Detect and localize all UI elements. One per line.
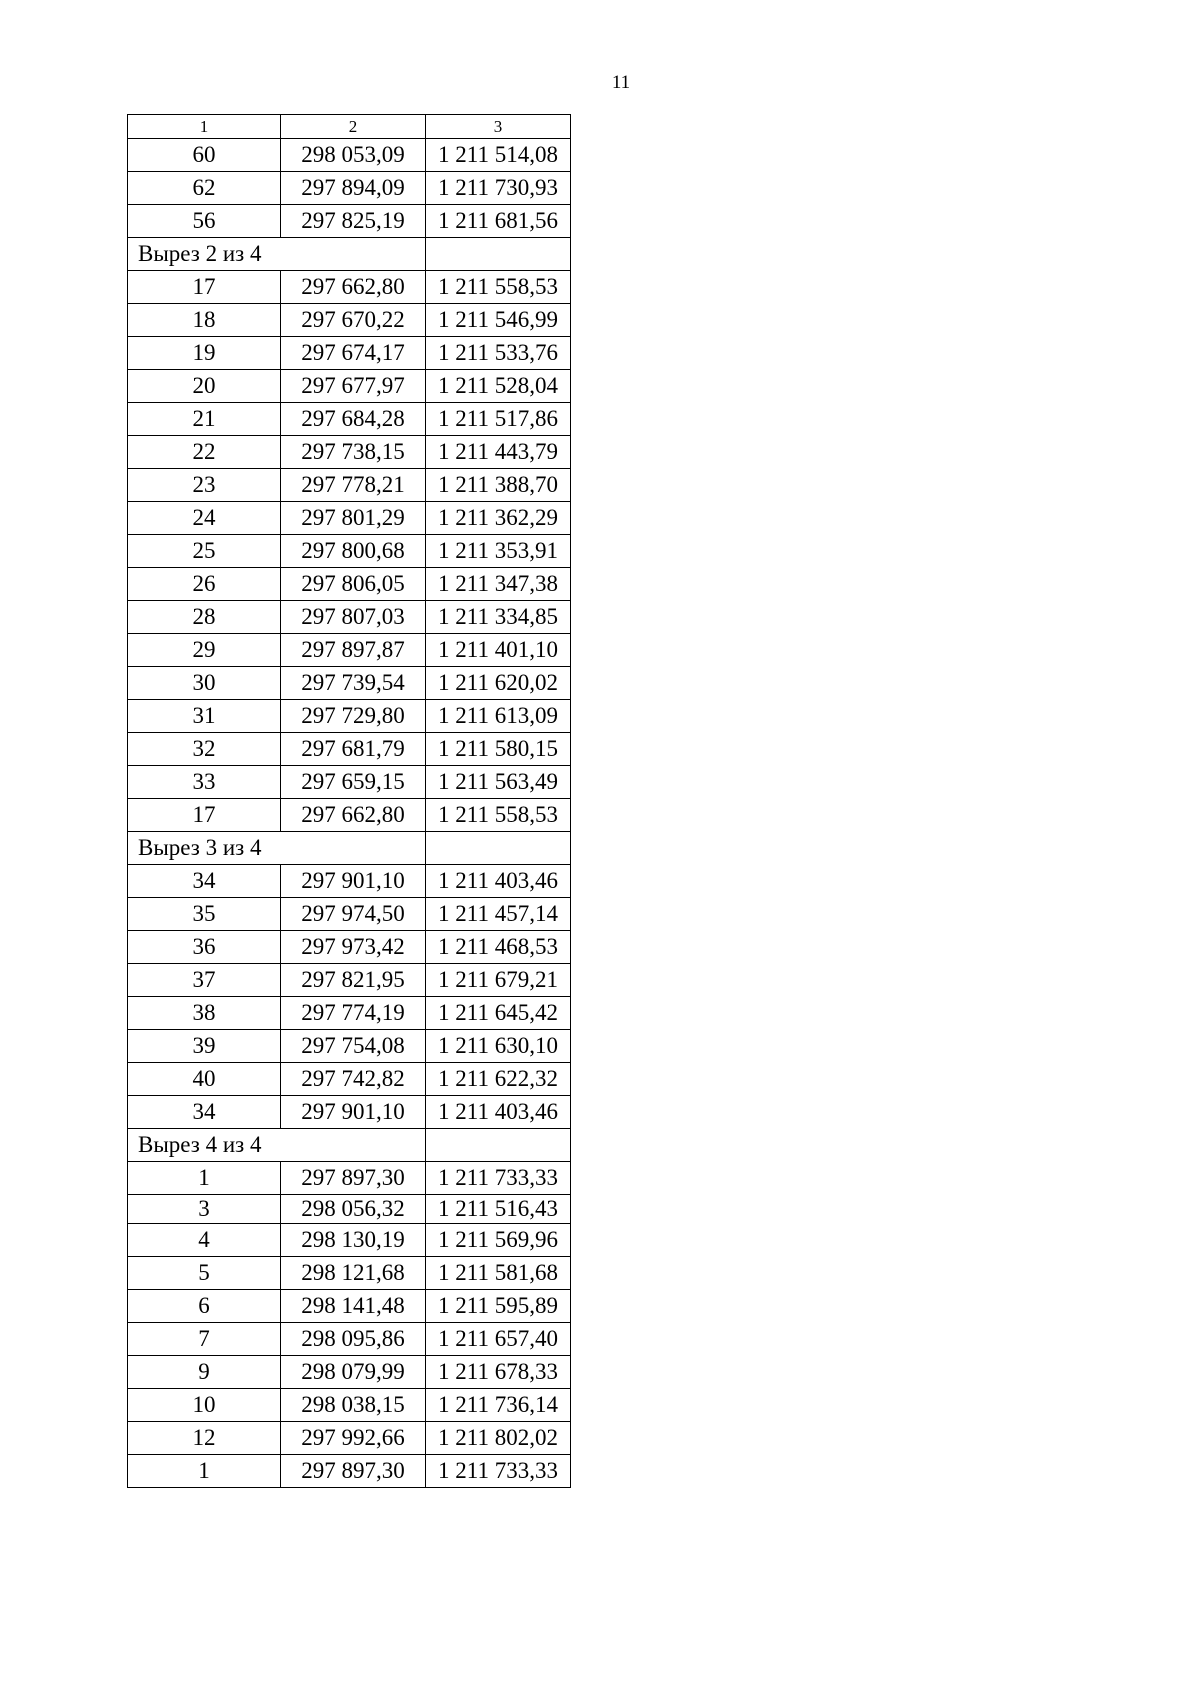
cell-y: 1 211 733,33 <box>426 1455 571 1488</box>
cell-point: 22 <box>128 436 281 469</box>
cell-point: 34 <box>128 865 281 898</box>
cell-point: 30 <box>128 667 281 700</box>
cell-x: 297 662,80 <box>281 271 426 304</box>
cell-x: 297 897,30 <box>281 1455 426 1488</box>
cell-y: 1 211 528,04 <box>426 370 571 403</box>
cell-point: 6 <box>128 1290 281 1323</box>
cell-x: 297 754,08 <box>281 1030 426 1063</box>
cell-y: 1 211 563,49 <box>426 766 571 799</box>
table-row <box>128 997 571 1030</box>
cell-x: 297 974,50 <box>281 898 426 931</box>
cell-x: 297 739,54 <box>281 667 426 700</box>
table-row <box>128 172 571 205</box>
cell-y: 1 211 802,02 <box>426 1422 571 1455</box>
cell-x: 298 079,99 <box>281 1356 426 1389</box>
table-row <box>128 700 571 733</box>
table-row <box>128 304 571 337</box>
table-row <box>128 1290 571 1323</box>
section-row <box>128 1129 571 1162</box>
cell-point: 28 <box>128 601 281 634</box>
table-row <box>128 799 571 832</box>
cell-y: 1 211 388,70 <box>426 469 571 502</box>
cell-point: 10 <box>128 1389 281 1422</box>
cell-point: 38 <box>128 997 281 1030</box>
cell-point: 17 <box>128 271 281 304</box>
section-empty-cell <box>426 1129 571 1162</box>
table-row <box>128 568 571 601</box>
cell-point: 26 <box>128 568 281 601</box>
cell-point: 32 <box>128 733 281 766</box>
cell-y: 1 211 622,32 <box>426 1063 571 1096</box>
cell-point: 4 <box>128 1224 281 1257</box>
cell-x: 298 053,09 <box>281 139 426 172</box>
cell-point: 29 <box>128 634 281 667</box>
cell-y: 1 211 681,56 <box>426 205 571 238</box>
cell-point: 25 <box>128 535 281 568</box>
cell-point: 19 <box>128 337 281 370</box>
cell-x: 297 681,79 <box>281 733 426 766</box>
table-row <box>128 1323 571 1356</box>
section-empty-cell <box>426 832 571 865</box>
table-row <box>128 931 571 964</box>
cell-y: 1 211 468,53 <box>426 931 571 964</box>
cell-x: 297 973,42 <box>281 931 426 964</box>
cell-point: 3 <box>128 1195 281 1224</box>
cell-y: 1 211 678,33 <box>426 1356 571 1389</box>
table-row <box>128 1257 571 1290</box>
cell-y: 1 211 558,53 <box>426 271 571 304</box>
cell-x: 298 095,86 <box>281 1323 426 1356</box>
cell-y: 1 211 401,10 <box>426 634 571 667</box>
cell-y: 1 211 730,93 <box>426 172 571 205</box>
cell-y: 1 211 546,99 <box>426 304 571 337</box>
table-row <box>128 634 571 667</box>
cell-point: 36 <box>128 931 281 964</box>
table-row <box>128 1422 571 1455</box>
table-row <box>128 469 571 502</box>
cell-y: 1 211 334,85 <box>426 601 571 634</box>
cell-x: 297 659,15 <box>281 766 426 799</box>
cell-point: 21 <box>128 403 281 436</box>
cell-x: 297 806,05 <box>281 568 426 601</box>
table-row <box>128 535 571 568</box>
section-empty-cell <box>426 238 571 271</box>
cell-x: 297 774,19 <box>281 997 426 1030</box>
table-row <box>128 502 571 535</box>
cell-x: 298 141,48 <box>281 1290 426 1323</box>
cell-x: 297 670,22 <box>281 304 426 337</box>
cell-x: 298 056,32 <box>281 1195 426 1224</box>
table-row <box>128 865 571 898</box>
cell-y: 1 211 516,43 <box>426 1195 571 1224</box>
cell-x: 297 821,95 <box>281 964 426 997</box>
cell-x: 297 677,97 <box>281 370 426 403</box>
cell-y: 1 211 403,46 <box>426 865 571 898</box>
column-header-y: 3 <box>426 115 571 139</box>
table-row <box>128 733 571 766</box>
cell-point: 62 <box>128 172 281 205</box>
cell-y: 1 211 581,68 <box>426 1257 571 1290</box>
cell-y: 1 211 657,40 <box>426 1323 571 1356</box>
coordinates-table-body <box>128 115 571 1488</box>
table-row <box>128 1455 571 1488</box>
cell-point: 39 <box>128 1030 281 1063</box>
table-row <box>128 271 571 304</box>
cell-y: 1 211 620,02 <box>426 667 571 700</box>
cell-y: 1 211 595,89 <box>426 1290 571 1323</box>
cell-y: 1 211 403,46 <box>426 1096 571 1129</box>
cell-x: 297 897,87 <box>281 634 426 667</box>
cell-point: 60 <box>128 139 281 172</box>
cell-y: 1 211 580,15 <box>426 733 571 766</box>
table-row <box>128 766 571 799</box>
cell-y: 1 211 679,21 <box>426 964 571 997</box>
cell-point: 17 <box>128 799 281 832</box>
cell-x: 297 800,68 <box>281 535 426 568</box>
cell-x: 297 894,09 <box>281 172 426 205</box>
cell-point: 20 <box>128 370 281 403</box>
cell-point: 23 <box>128 469 281 502</box>
cell-y: 1 211 362,29 <box>426 502 571 535</box>
cell-point: 7 <box>128 1323 281 1356</box>
cell-point: 1 <box>128 1455 281 1488</box>
cell-point: 24 <box>128 502 281 535</box>
cell-y: 1 211 630,10 <box>426 1030 571 1063</box>
cell-y: 1 211 645,42 <box>426 997 571 1030</box>
cell-point: 18 <box>128 304 281 337</box>
table-row <box>128 1389 571 1422</box>
cell-x: 297 901,10 <box>281 865 426 898</box>
cell-x: 298 038,15 <box>281 1389 426 1422</box>
cell-y: 1 211 457,14 <box>426 898 571 931</box>
cell-y: 1 211 733,33 <box>426 1162 571 1195</box>
cell-x: 297 992,66 <box>281 1422 426 1455</box>
cell-x: 297 662,80 <box>281 799 426 832</box>
table-row <box>128 436 571 469</box>
table-row <box>128 337 571 370</box>
table-row <box>128 601 571 634</box>
cell-x: 297 738,15 <box>281 436 426 469</box>
cell-point: 34 <box>128 1096 281 1129</box>
cell-x: 297 778,21 <box>281 469 426 502</box>
section-row <box>128 238 571 271</box>
cell-point: 35 <box>128 898 281 931</box>
cell-point: 5 <box>128 1257 281 1290</box>
table-row <box>128 964 571 997</box>
cell-x: 298 121,68 <box>281 1257 426 1290</box>
table-row <box>128 139 571 172</box>
table-header-row <box>128 115 571 139</box>
cell-point: 40 <box>128 1063 281 1096</box>
cell-y: 1 211 347,38 <box>426 568 571 601</box>
cell-point: 33 <box>128 766 281 799</box>
cell-point: 1 <box>128 1162 281 1195</box>
cell-y: 1 211 736,14 <box>426 1389 571 1422</box>
cell-y: 1 211 613,09 <box>426 700 571 733</box>
cell-x: 297 897,30 <box>281 1162 426 1195</box>
table-row <box>128 1195 571 1224</box>
cell-y: 1 211 517,86 <box>426 403 571 436</box>
cell-x: 297 729,80 <box>281 700 426 733</box>
cell-y: 1 211 569,96 <box>426 1224 571 1257</box>
cell-x: 297 807,03 <box>281 601 426 634</box>
section-row <box>128 832 571 865</box>
table-row <box>128 1063 571 1096</box>
table-row <box>128 1096 571 1129</box>
section-label: Вырез 2 из 4 <box>128 238 426 271</box>
page-number: 11 <box>611 72 631 93</box>
table-row <box>128 205 571 238</box>
cell-x: 297 674,17 <box>281 337 426 370</box>
column-header-x: 2 <box>281 115 426 139</box>
table-row <box>128 667 571 700</box>
table-row <box>128 898 571 931</box>
table-row <box>128 1030 571 1063</box>
cell-y: 1 211 558,53 <box>426 799 571 832</box>
cell-y: 1 211 353,91 <box>426 535 571 568</box>
table-row <box>128 1356 571 1389</box>
cell-x: 297 901,10 <box>281 1096 426 1129</box>
table-row <box>128 370 571 403</box>
cell-point: 37 <box>128 964 281 997</box>
cell-y: 1 211 533,76 <box>426 337 571 370</box>
table-row <box>128 403 571 436</box>
section-label: Вырез 4 из 4 <box>128 1129 426 1162</box>
cell-point: 12 <box>128 1422 281 1455</box>
coordinates-table <box>127 114 571 1488</box>
cell-point: 31 <box>128 700 281 733</box>
cell-point: 9 <box>128 1356 281 1389</box>
cell-point: 56 <box>128 205 281 238</box>
section-label: Вырез 3 из 4 <box>128 832 426 865</box>
table-row <box>128 1162 571 1195</box>
cell-x: 297 825,19 <box>281 205 426 238</box>
cell-x: 297 684,28 <box>281 403 426 436</box>
cell-x: 297 742,82 <box>281 1063 426 1096</box>
cell-x: 297 801,29 <box>281 502 426 535</box>
cell-y: 1 211 514,08 <box>426 139 571 172</box>
table-row <box>128 1224 571 1257</box>
cell-y: 1 211 443,79 <box>426 436 571 469</box>
cell-x: 298 130,19 <box>281 1224 426 1257</box>
column-header-point: 1 <box>128 115 281 139</box>
